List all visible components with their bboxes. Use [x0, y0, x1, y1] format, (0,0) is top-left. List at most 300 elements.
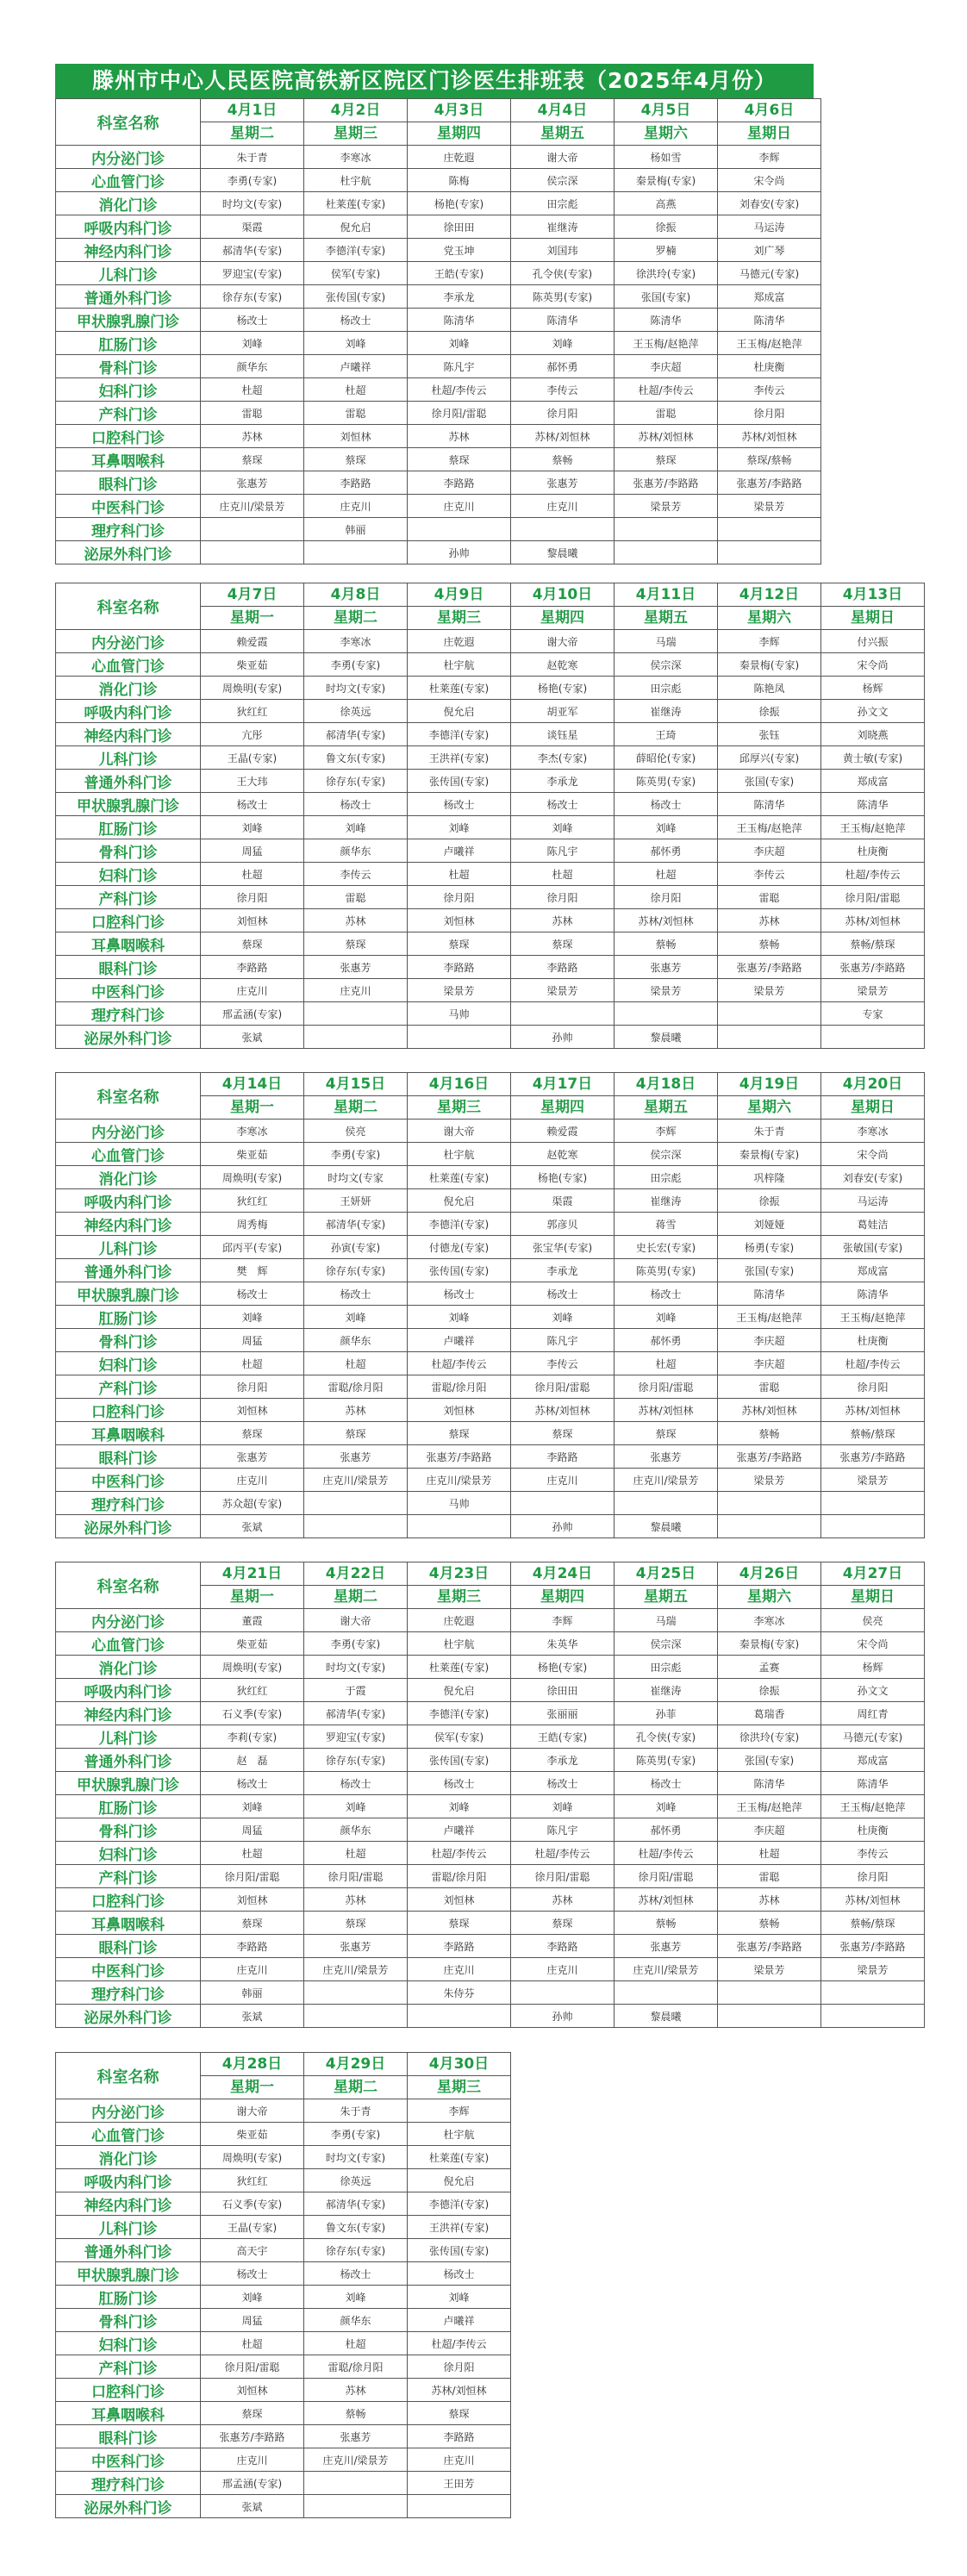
table-row: [56, 2332, 511, 2355]
doctor-cell: 刘恒林: [201, 909, 304, 932]
doctor-cell: 李传云: [304, 863, 408, 886]
table-row: [56, 746, 925, 770]
department-name: 呼吸内科门诊: [56, 700, 201, 723]
doctor-cell: 庄克川: [511, 495, 615, 518]
department-name: 耳鼻咽喉科: [56, 448, 201, 471]
day-date: 4月18日: [615, 1073, 717, 1096]
department-name: 消化门诊: [56, 2146, 201, 2169]
doctor-cell: 徐月阳: [615, 886, 718, 909]
day-date: 4月24日: [511, 1562, 614, 1586]
doctor-cell: 李德洋(专家): [304, 239, 408, 262]
doctor-cell: 李承龙: [408, 285, 511, 309]
doctor-cell: 杨改士: [304, 1772, 408, 1795]
table-row: [56, 2239, 511, 2262]
doctor-cell: [408, 1026, 511, 1049]
table-row: [56, 886, 925, 909]
doctor-cell: 李承龙: [511, 1259, 615, 1282]
table-row: [56, 1399, 925, 1422]
doctor-cell: [821, 1026, 925, 1049]
doctor-cell: 杜超/李传云: [615, 378, 718, 402]
doctor-cell: 孔令侠(专家): [615, 1725, 718, 1749]
department-name: 妇科门诊: [56, 2332, 201, 2355]
doctor-cell: 刘恒林: [304, 425, 408, 448]
doctor-cell: 徐洪玲(专家): [718, 1725, 821, 1749]
doctor-cell: 蔡琛: [511, 932, 615, 956]
table-row: [56, 2146, 511, 2169]
doctor-cell: 陈英男(专家): [615, 1259, 718, 1282]
day-header: [201, 2053, 304, 2099]
doctor-cell: 王妍妍: [304, 1189, 408, 1213]
doctor-cell: 徐月阳: [821, 1865, 925, 1888]
table-row: [56, 1469, 925, 1492]
doctor-cell: 张惠芳/李路路: [718, 1445, 821, 1469]
day-weekday: 星期四: [540, 1588, 584, 1606]
doctor-cell: 李勇(专家): [304, 2123, 408, 2146]
day-header: [511, 583, 615, 630]
doctor-cell: 杜莱莲(专家): [408, 1166, 511, 1189]
doctor-cell: 庄克川/梁景芳: [304, 1958, 408, 1981]
department-name: 产科门诊: [56, 2355, 201, 2379]
department-name: 妇科门诊: [56, 1842, 201, 1865]
table-row: [56, 816, 925, 839]
day-weekday: 星期三: [437, 609, 481, 627]
doctor-cell: 朱于青: [201, 146, 304, 169]
doctor-cell: 李庆超: [718, 1352, 821, 1375]
table-row: [56, 239, 821, 262]
doctor-cell: 庄乾遐: [408, 630, 511, 653]
doctor-cell: 陈英男(专家): [615, 1749, 718, 1772]
doctor-cell: [304, 1981, 408, 2005]
doctor-cell: 周焕明(专家): [201, 1656, 304, 1679]
day-date: 4月26日: [718, 1562, 820, 1586]
day-date: 4月7日: [201, 583, 303, 607]
department-name: 理疗科门诊: [56, 1002, 201, 1026]
doctor-cell: 徐月阳/雷聪: [821, 886, 925, 909]
doctor-cell: 王洪祥(专家): [408, 2216, 511, 2239]
doctor-cell: 王玉梅/赵艳萍: [821, 1795, 925, 1818]
doctor-cell: 雷聪/徐月阳: [304, 1375, 408, 1399]
department-name: 口腔科门诊: [56, 2379, 201, 2402]
doctor-cell: 徐英远: [304, 700, 408, 723]
doctor-cell: 徐月阳/雷聪: [201, 1865, 304, 1888]
department-header: 科室名称: [56, 583, 201, 630]
page-title: 滕州市中心人民医院高铁新区院区门诊医生排班表（2025年4月份）: [55, 64, 814, 98]
day-weekday: 星期一: [230, 1588, 274, 1606]
doctor-cell: 孙帅: [511, 1515, 615, 1538]
doctor-cell: 巩梓隆: [718, 1166, 821, 1189]
doctor-cell: 刘峰: [304, 332, 408, 355]
day-date: 4月13日: [821, 583, 924, 607]
doctor-cell: 徐田田: [408, 215, 511, 239]
day-weekday: 星期一: [230, 609, 274, 627]
doctor-cell: 杜超: [718, 1842, 821, 1865]
doctor-cell: [718, 1515, 821, 1538]
doctor-cell: 马运涛: [821, 1189, 925, 1213]
department-name: 耳鼻咽喉科: [56, 932, 201, 956]
doctor-cell: 张惠芳/李路路: [201, 2425, 304, 2448]
table-row: [56, 448, 821, 471]
doctor-cell: 李勇(专家): [304, 653, 408, 677]
doctor-cell: 庄克川: [408, 2448, 511, 2472]
doctor-cell: 张传国(专家): [408, 1259, 511, 1282]
doctor-cell: 颜华东: [201, 355, 304, 378]
doctor-cell: 谈钰星: [511, 723, 615, 746]
doctor-cell: 徐振: [615, 215, 718, 239]
doctor-cell: 马帅: [408, 1492, 511, 1515]
department-name: 产科门诊: [56, 1375, 201, 1399]
doctor-cell: 陈清华: [718, 1772, 821, 1795]
day-header: [615, 1562, 718, 1609]
doctor-cell: 刘峰: [511, 1306, 615, 1329]
doctor-cell: 赖爱霞: [201, 630, 304, 653]
doctor-cell: 刘峰: [304, 1306, 408, 1329]
doctor-cell: 王玉梅/赵艳萍: [718, 1306, 821, 1329]
doctor-cell: 李庆超: [718, 1818, 821, 1842]
doctor-cell: 蔡畅/蔡琛: [821, 932, 925, 956]
doctor-cell: 狄红红: [201, 1679, 304, 1702]
doctor-cell: 李庆超: [615, 355, 718, 378]
doctor-cell: 杜超: [304, 378, 408, 402]
doctor-cell: [821, 1492, 925, 1515]
day-weekday: 星期日: [851, 1588, 895, 1606]
doctor-cell: 韩丽: [304, 518, 408, 541]
doctor-cell: 侯军(专家): [304, 262, 408, 285]
doctor-cell: 张国(专家): [718, 1259, 821, 1282]
doctor-cell: 刘峰: [511, 816, 615, 839]
day-date: 4月23日: [408, 1562, 510, 1586]
doctor-cell: 蔡琛/蔡畅: [718, 448, 821, 471]
doctor-cell: 徐月阳: [511, 886, 615, 909]
day-date: 4月4日: [511, 99, 614, 122]
doctor-cell: 刘峰: [408, 1795, 511, 1818]
doctor-cell: 张国(专家): [718, 770, 821, 793]
department-name: 神经内科门诊: [56, 1213, 201, 1236]
doctor-cell: 崔继涛: [615, 700, 718, 723]
table-row: [56, 262, 821, 285]
doctor-cell: 秦景梅(专家): [615, 169, 718, 192]
department-name: 内分泌门诊: [56, 630, 201, 653]
day-date: 4月1日: [201, 99, 303, 122]
schedule-table-week-3: [55, 1072, 925, 1538]
department-name: 神经内科门诊: [56, 2192, 201, 2216]
doctor-cell: 周猛: [201, 839, 304, 863]
doctor-cell: 杜超: [201, 863, 304, 886]
table-row: [56, 1818, 925, 1842]
doctor-cell: 张惠芳: [615, 1445, 718, 1469]
doctor-cell: [304, 541, 408, 564]
doctor-cell: 杨勇(专家): [718, 1236, 821, 1259]
doctor-cell: 亢彤: [201, 723, 304, 746]
doctor-cell: 庄克川/梁景芳: [304, 1469, 408, 1492]
day-header: [615, 1073, 718, 1120]
doctor-cell: [821, 1981, 925, 2005]
doctor-cell: 李寒冰: [821, 1120, 925, 1143]
department-name: 肛肠门诊: [56, 2286, 201, 2309]
doctor-cell: 赵乾寒: [511, 653, 615, 677]
doctor-cell: 梁景芳: [718, 1958, 821, 1981]
doctor-cell: 李承龙: [511, 1749, 615, 1772]
table-row: [56, 1189, 925, 1213]
doctor-cell: 庄克川: [408, 1958, 511, 1981]
doctor-cell: 柴亚茹: [201, 1143, 304, 1166]
doctor-cell: 张惠芳: [304, 2425, 408, 2448]
table-row: [56, 1865, 925, 1888]
day-weekday: 星期二: [334, 1099, 377, 1116]
doctor-cell: 张传国(专家): [408, 770, 511, 793]
department-name: 普通外科门诊: [56, 285, 201, 309]
doctor-cell: 雷聪: [718, 1375, 821, 1399]
department-name: 理疗科门诊: [56, 1981, 201, 2005]
doctor-cell: 颜华东: [304, 1329, 408, 1352]
table-row: [56, 541, 821, 564]
doctor-cell: 高燕: [615, 192, 718, 215]
doctor-cell: 蔡琛: [408, 1422, 511, 1445]
table-row: [56, 1143, 925, 1166]
department-name: 中医科门诊: [56, 1958, 201, 1981]
doctor-cell: 周红青: [821, 1702, 925, 1725]
department-name: 耳鼻咽喉科: [56, 1912, 201, 1935]
table-row: [56, 332, 821, 355]
table-row: [56, 1236, 925, 1259]
day-date: 4月10日: [511, 583, 614, 607]
doctor-cell: 徐洪玲(专家): [615, 262, 718, 285]
doctor-cell: 侯宗深: [511, 169, 615, 192]
doctor-cell: 徐月阳: [408, 2355, 511, 2379]
department-name: 内分泌门诊: [56, 146, 201, 169]
doctor-cell: 朱于青: [718, 1120, 821, 1143]
doctor-cell: 宋令尚: [718, 169, 821, 192]
table-row: [56, 2448, 511, 2472]
department-name: 呼吸内科门诊: [56, 215, 201, 239]
doctor-cell: 专家: [821, 1002, 925, 1026]
doctor-cell: 蔡琛: [304, 1912, 408, 1935]
doctor-cell: 刘峰: [201, 816, 304, 839]
doctor-cell: 杨改士: [201, 793, 304, 816]
department-name: 肛肠门诊: [56, 1306, 201, 1329]
doctor-cell: 陈清华: [821, 793, 925, 816]
day-date: 4月9日: [408, 583, 510, 607]
doctor-cell: 卢曦祥: [408, 2309, 511, 2332]
doctor-cell: 刘峰: [408, 1306, 511, 1329]
day-date: 4月2日: [304, 99, 407, 122]
department-name: 耳鼻咽喉科: [56, 2402, 201, 2425]
doctor-cell: [821, 1515, 925, 1538]
doctor-cell: 苏林/刘恒林: [615, 1888, 718, 1912]
schedule-table-week-4: [55, 1562, 925, 2028]
doctor-cell: 苏林/刘恒林: [615, 909, 718, 932]
doctor-cell: 庄克川: [511, 1469, 615, 1492]
doctor-cell: 杜莱莲(专家): [408, 677, 511, 700]
doctor-cell: 蒋雪: [615, 1213, 718, 1236]
table-row: [56, 793, 925, 816]
table-row: [56, 2262, 511, 2286]
doctor-cell: 刘恒林: [201, 1399, 304, 1422]
doctor-cell: 刘国玮: [511, 239, 615, 262]
department-name: 肛肠门诊: [56, 332, 201, 355]
doctor-cell: 邢孟涵(专家): [201, 2472, 304, 2495]
doctor-cell: 王琦: [615, 723, 718, 746]
table-row: [56, 2169, 511, 2192]
doctor-cell: 蔡畅: [615, 932, 718, 956]
doctor-cell: 徐振: [718, 1679, 821, 1702]
department-name: 口腔科门诊: [56, 425, 201, 448]
doctor-cell: 刘峰: [201, 332, 304, 355]
doctor-cell: 庄克川/梁景芳: [201, 495, 304, 518]
day-date: 4月15日: [304, 1073, 407, 1096]
doctor-cell: 杨改士: [511, 793, 615, 816]
day-header: [718, 583, 821, 630]
table-row: [56, 425, 821, 448]
day-weekday: 星期三: [437, 1099, 481, 1116]
day-weekday: 星期六: [747, 609, 791, 627]
table-row: [56, 1702, 925, 1725]
doctor-cell: 王大玮: [201, 770, 304, 793]
doctor-cell: 徐月阳: [201, 1375, 304, 1399]
table-row: [56, 285, 821, 309]
doctor-cell: 李德洋(专家): [408, 2192, 511, 2216]
doctor-cell: 刘峰: [304, 1795, 408, 1818]
doctor-cell: 杜超/李传云: [408, 378, 511, 402]
doctor-cell: 刘春安(专家): [718, 192, 821, 215]
table-row: [56, 1329, 925, 1352]
day-weekday: 星期二: [334, 1588, 377, 1606]
doctor-cell: 鲁文东(专家): [304, 746, 408, 770]
doctor-cell: [615, 518, 718, 541]
doctor-cell: 徐存东(专家): [304, 1259, 408, 1282]
doctor-cell: 李德洋(专家): [408, 723, 511, 746]
doctor-cell: 蔡琛: [615, 1422, 718, 1445]
doctor-cell: 徐存东(专家): [201, 285, 304, 309]
doctor-cell: 李勇(专家): [304, 1632, 408, 1656]
department-name: 眼科门诊: [56, 2425, 201, 2448]
doctor-cell: 李寒冰: [304, 146, 408, 169]
doctor-cell: 陈清华: [821, 1772, 925, 1795]
doctor-cell: 付兴振: [821, 630, 925, 653]
table-row: [56, 1842, 925, 1865]
doctor-cell: 黎晨曦: [615, 2005, 718, 2028]
doctor-cell: [718, 2005, 821, 2028]
doctor-cell: 柴亚茹: [201, 1632, 304, 1656]
department-name: 眼科门诊: [56, 956, 201, 979]
doctor-cell: 时均文(专家: [304, 1166, 408, 1189]
doctor-cell: 张传国(专家): [304, 285, 408, 309]
day-weekday: 星期六: [747, 1588, 791, 1606]
doctor-cell: 苏林: [511, 1888, 615, 1912]
doctor-cell: 李寒冰: [718, 1609, 821, 1632]
department-name: 儿科门诊: [56, 1236, 201, 1259]
doctor-cell: 李路路: [408, 956, 511, 979]
doctor-cell: 卢曦祥: [408, 1818, 511, 1842]
doctor-cell: 葛娃洁: [821, 1213, 925, 1236]
doctor-cell: 张钰: [718, 723, 821, 746]
doctor-cell: 庄克川/梁景芳: [408, 1469, 511, 1492]
doctor-cell: 李莉(专家): [201, 1725, 304, 1749]
department-name: 理疗科门诊: [56, 2472, 201, 2495]
doctor-cell: 刘峰: [615, 816, 718, 839]
doctor-cell: 刘峰: [511, 1795, 615, 1818]
doctor-cell: 谢大帝: [511, 630, 615, 653]
doctor-cell: 杜超/李传云: [408, 1842, 511, 1865]
doctor-cell: 时均文(专家): [304, 2146, 408, 2169]
doctor-cell: 梁景芳: [718, 495, 821, 518]
table-row: [56, 378, 821, 402]
day-header: [201, 99, 304, 146]
department-name: 消化门诊: [56, 677, 201, 700]
table-row: [56, 863, 925, 886]
day-header: [408, 583, 511, 630]
doctor-cell: 田宗彪: [615, 677, 718, 700]
table-row: [56, 2286, 511, 2309]
day-header: [615, 583, 718, 630]
department-name: 内分泌门诊: [56, 1609, 201, 1632]
doctor-cell: 雷聪/徐月阳: [304, 2355, 408, 2379]
doctor-cell: 马瑞: [615, 630, 718, 653]
doctor-cell: 朱于青: [304, 2099, 408, 2123]
doctor-cell: 邢孟涵(专家): [201, 1002, 304, 1026]
doctor-cell: 梁景芳: [408, 979, 511, 1002]
doctor-cell: 田宗彪: [511, 192, 615, 215]
doctor-cell: 徐月阳/雷聪: [511, 1865, 615, 1888]
doctor-cell: 蔡琛: [201, 932, 304, 956]
table-row: [56, 2099, 511, 2123]
doctor-cell: 蔡琛: [408, 1912, 511, 1935]
doctor-cell: 李传云: [718, 378, 821, 402]
doctor-cell: 狄红红: [201, 700, 304, 723]
day-weekday: 星期六: [644, 125, 688, 142]
doctor-cell: 杜超: [304, 2332, 408, 2355]
doctor-cell: 颜华东: [304, 1818, 408, 1842]
doctor-cell: 李路路: [304, 471, 408, 495]
department-name: 眼科门诊: [56, 1445, 201, 1469]
doctor-cell: 渠霞: [511, 1189, 615, 1213]
doctor-cell: 马德元(专家): [718, 262, 821, 285]
doctor-cell: 张惠芳/李路路: [718, 471, 821, 495]
doctor-cell: 庄乾遐: [408, 146, 511, 169]
table-row: [56, 979, 925, 1002]
doctor-cell: 刘峰: [615, 1795, 718, 1818]
doctor-cell: [304, 2005, 408, 2028]
table-row: [56, 1656, 925, 1679]
doctor-cell: 刘峰: [511, 332, 615, 355]
doctor-cell: 蔡琛: [511, 1912, 615, 1935]
table-row: [56, 518, 821, 541]
doctor-cell: 周秀梅: [201, 1213, 304, 1236]
doctor-cell: 杨艳(专家): [511, 1656, 615, 1679]
doctor-cell: 庄克川: [201, 2448, 304, 2472]
doctor-cell: 蔡畅: [615, 1912, 718, 1935]
doctor-cell: 孟赛: [718, 1656, 821, 1679]
day-weekday: 星期一: [230, 1099, 274, 1116]
doctor-cell: 倪允启: [408, 2169, 511, 2192]
doctor-cell: 雷聪: [304, 402, 408, 425]
department-name: 儿科门诊: [56, 2216, 201, 2239]
day-header: [201, 1073, 304, 1120]
table-row: [56, 1935, 925, 1958]
day-header: [408, 99, 511, 146]
doctor-cell: 刘峰: [408, 816, 511, 839]
department-name: 心血管门诊: [56, 169, 201, 192]
doctor-cell: 朱侍芬: [408, 1981, 511, 2005]
department-header: 科室名称: [56, 2053, 201, 2099]
department-name: 普通外科门诊: [56, 1749, 201, 1772]
doctor-cell: 苏林: [304, 1399, 408, 1422]
doctor-cell: [304, 1026, 408, 1049]
table-row: [56, 2495, 511, 2518]
doctor-cell: 苏林: [408, 425, 511, 448]
department-name: 口腔科门诊: [56, 1399, 201, 1422]
day-date: 4月11日: [615, 583, 717, 607]
doctor-cell: 杜超: [304, 1352, 408, 1375]
